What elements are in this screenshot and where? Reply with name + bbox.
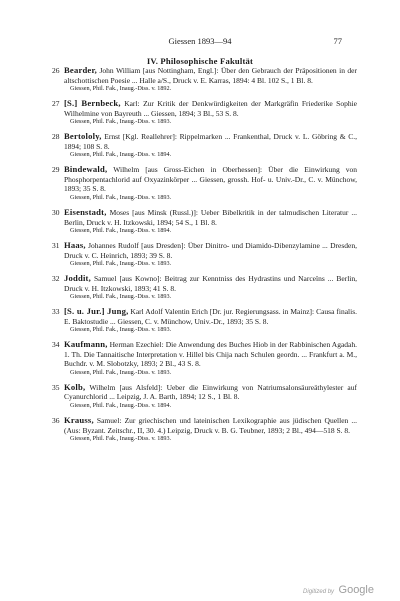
diss-note: Giessen, Phil. Fak., Inaug.-Diss. v. 1893. [70, 118, 172, 126]
diss-note: Giessen, Phil. Fak., Inaug.-Diss. v. 1894. [70, 227, 172, 235]
author-name: Eisenstadt, [64, 206, 107, 217]
author-name: [S. u. Jur.] Jung, [64, 306, 129, 317]
dissertation-entry [52, 165, 357, 201]
diss-note: Giessen, Phil. Fak., Inaug.-Diss. v. 1893. [70, 260, 172, 268]
diss-note: Giessen, Phil. Fak., Inaug.-Diss. v. 1892. [70, 85, 172, 93]
entry-citation [64, 208, 357, 227]
citation-text: Wilhelm [aus Alsfeld]: Ueber die Einwirkung von Natriumsalonsäureäthylester auf Cyanurchlorid ... Leipzig, J. A. Barth, 1894; 12 S., 1 Bl. 8. [64, 382, 357, 402]
entry-number: 33 [52, 307, 60, 317]
citation-text: John William [aus Nottingham, Engl.]: Über den Gebrauch der Präpositionen in der altschottischen Poesie ... Halle a/S., Druck v. E. Karras, 1894: 4 Bl. 102 S., 1 Bl. 8. [64, 66, 357, 85]
running-title: Giessen 1893—94 [168, 36, 232, 46]
entry-number: 27 [52, 99, 60, 109]
diss-note: Giessen, Phil. Fak., Inaug.-Diss. v. 1893. [70, 369, 172, 376]
entry-number: 32 [52, 274, 60, 284]
google-logo: Google [338, 584, 374, 596]
author-name: Joddit, [64, 273, 91, 284]
entry-citation [64, 132, 357, 151]
entry-citation [64, 241, 357, 260]
author-name: [S.] Bernbeck, [64, 98, 121, 109]
dissertation-entry [52, 132, 357, 159]
author-name: Kaufmann, [64, 339, 108, 350]
citation-text: Herman Ezechiel: Die Anwendung des Buches Hiob in der Rabbinischen Agadah. 1. Th. Die Tannaitische Interpretation v. Hillel bis Chija nach Schulen geordn. ... Frankfurt a. M., Buchdr. v. M. Slobotzky, 1893; 2 Bl., 43 S. 8. [64, 340, 357, 369]
dissertation-entry [52, 241, 357, 268]
dissertation-list [52, 66, 357, 449]
entry-citation [64, 66, 357, 85]
entry-number: 29 [52, 165, 60, 175]
diss-note: Giessen, Phil. Fak., Inaug.-Diss. v. 1894. [70, 151, 172, 159]
running-header [0, 36, 400, 48]
entry-citation [64, 99, 357, 118]
dissertation-entry [52, 208, 357, 235]
entry-number: 35 [52, 382, 60, 392]
citation-text: Moses [aus Minsk (Russl.)]: Ueber Bibelkritik in der talmudischen Literatur ... Berlin, Druck v. H. Itzkowski, 1894; 54 S., 1 Bl. 8. [64, 207, 357, 227]
author-name: Bertololy, [64, 131, 102, 142]
citation-text: Johannes Rudolf [aus Dresden]: Über Dinitro- und Diamido-Dibenzylamine ... Dresden, Druck v. C. Heinrich, 1893; 39 S. 8. [64, 240, 357, 260]
diss-note: Giessen, Phil. Fak., Inaug.-Diss. v. 1894. [70, 402, 172, 410]
citation-text: Wilhelm [aus Gross-Eichen in Oberhessen]: Über die Einwirkung von Phosphorpentachlorid auf Oxyazinkörper ... Giessen, grossh. Hof- u. Univ.-Dr., C. v. Münchow, 1893; 35 S. 8. [64, 165, 357, 194]
citation-text: Samuel: Zur griechischen und lateinischen Lexikographie aus jüdischen Quellen ... (Aus: Byzant. Zeitschr., II, 30. 4.) Leipzig, Druck v. B. G. Teubner, 1893; 2 Bl., 494—518 S. 8. [64, 415, 358, 435]
dissertation-entry [52, 99, 357, 126]
dissertation-entry [52, 416, 357, 443]
dissertation-entry [52, 307, 357, 334]
author-name: Haas, [64, 239, 86, 250]
citation-text: Karl: Zur Kritik der Denkwürdigkeiten der Markgräfin Friederike Sophie Wilhelmine von Bayreuth ... Giessen, 1894; 3 Bl., 53 S. 8. [64, 99, 358, 118]
author-name: Kolb, [64, 381, 86, 392]
entry-number: 28 [52, 132, 60, 142]
digitized-by-google-watermark [303, 580, 374, 598]
diss-note: Giessen, Phil. Fak., Inaug.-Diss. v. 1893. [70, 326, 172, 334]
entry-number: 31 [52, 240, 60, 250]
dissertation-entry [52, 66, 357, 93]
diss-note: Giessen, Phil. Fak., Inaug.-Diss. v. 1893. [70, 435, 172, 443]
entry-citation [64, 165, 357, 194]
watermark-prefix: Digitized by [303, 589, 335, 595]
entry-citation [64, 383, 357, 402]
page-number: 77 [333, 36, 342, 46]
author-name: Bearder, [64, 65, 98, 75]
diss-note: Giessen, Phil. Fak., Inaug.-Diss. v. 1893. [70, 194, 172, 202]
section-title: IV. Philosophische Fakultät [146, 56, 254, 66]
entry-number: 30 [52, 207, 60, 217]
entry-number: 34 [52, 340, 60, 350]
entry-number: 26 [52, 66, 60, 75]
entry-citation [64, 307, 357, 326]
entry-citation [64, 274, 357, 293]
dissertation-entry [52, 383, 357, 410]
citation-text: Karl Adolf Valentin Erich [Dr. jur. Regierungsass. in Mainz]: Causa finalis. E. Baktostudie ... Giessen, C. v. Münchow, Univ.-Dr., 1893; 35 S. 8. [64, 307, 357, 326]
dissertation-entry [52, 274, 357, 301]
author-name: Krauss, [64, 414, 94, 425]
citation-text: Samuel [aus Kowno]: Beitrag zur Kenntniss des Hydrastins und Narceïns ... Berlin, Druck v. H. Itzkowski, 1893; 41 S. 8. [64, 274, 358, 293]
entry-citation [64, 340, 357, 369]
diss-note: Giessen, Phil. Fak., Inaug.-Diss. v. 1893. [70, 293, 172, 301]
entry-number: 36 [52, 415, 60, 425]
dissertation-entry [52, 340, 357, 376]
citation-text: Ernst [Kgl. Reallehrer]: Rippelmarken ... Frankenthal, Druck v. L. Göbring & C., 1894; 108 S. 8. [64, 132, 357, 151]
entry-citation [64, 416, 357, 435]
author-name: Bindewald, [64, 164, 108, 175]
